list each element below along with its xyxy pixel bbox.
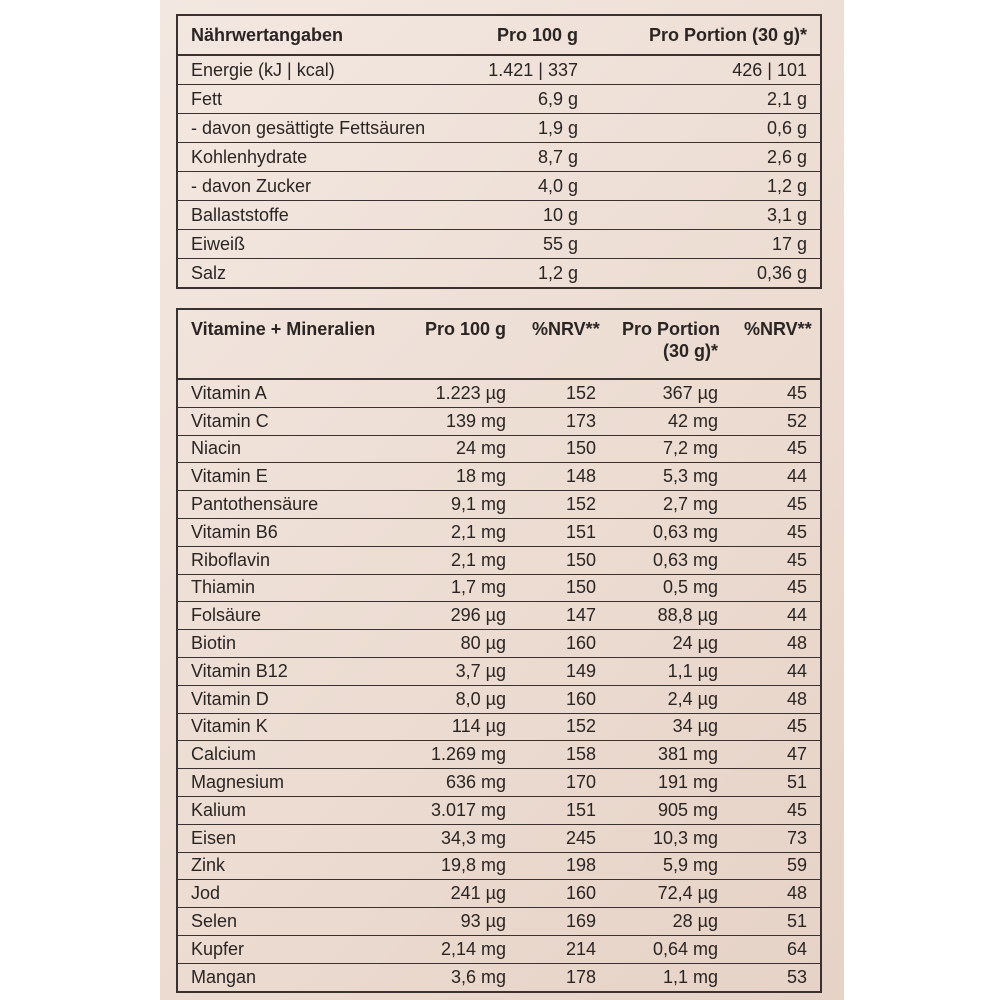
value-per-portion: 2,7 mg bbox=[609, 491, 731, 519]
nrv-per-100g: 198 bbox=[519, 852, 609, 880]
nrv-per-100g: 173 bbox=[519, 407, 609, 435]
table-row bbox=[177, 880, 821, 908]
table-row bbox=[177, 85, 821, 114]
table-row bbox=[177, 685, 821, 713]
nrv-per-portion: 73 bbox=[731, 824, 821, 852]
value-per-portion: 34 µg bbox=[609, 713, 731, 741]
vitamins-header-portion-line1: Pro Portion bbox=[622, 319, 720, 339]
value-per-100g: 18 mg bbox=[405, 463, 519, 491]
nrv-per-portion: 51 bbox=[731, 769, 821, 797]
nrv-per-100g: 170 bbox=[519, 769, 609, 797]
nrv-per-portion: 44 bbox=[731, 657, 821, 685]
table-row bbox=[177, 908, 821, 936]
table-row bbox=[177, 201, 821, 230]
value-per-100g: 139 mg bbox=[405, 407, 519, 435]
nutrient-name: Niacin bbox=[177, 435, 405, 463]
table-row bbox=[177, 172, 821, 201]
nrv-per-portion: 48 bbox=[731, 880, 821, 908]
nrv-per-portion: 53 bbox=[786, 966, 807, 987]
value-per-portion: 1,1 mg bbox=[662, 966, 718, 987]
value-per-100g: 8,7 g bbox=[469, 143, 591, 172]
table-row bbox=[177, 657, 821, 685]
nrv-per-100g: 151 bbox=[519, 796, 609, 824]
value-per-portion: 367 µg bbox=[609, 379, 731, 407]
nrv-per-portion: 48 bbox=[731, 685, 821, 713]
table-row bbox=[177, 769, 821, 797]
value-per-portion: 1,1 µg bbox=[609, 657, 731, 685]
table-row bbox=[177, 574, 821, 602]
nutrition-header-per100: Pro 100 g bbox=[469, 15, 591, 55]
value-per-portion: 28 µg bbox=[609, 908, 731, 936]
value-per-100g: 6,9 g bbox=[469, 85, 591, 114]
value-per-portion: 5,9 mg bbox=[609, 852, 731, 880]
value-per-portion: 10,3 mg bbox=[609, 824, 731, 852]
value-per-portion: 5,3 mg bbox=[609, 463, 731, 491]
vitamins-header-row bbox=[177, 309, 821, 379]
value-per-portion: 1,2 g bbox=[591, 172, 821, 201]
table-row bbox=[177, 114, 821, 143]
value-per-100g: 2,1 mg bbox=[405, 518, 519, 546]
value-per-100g: 241 µg bbox=[405, 880, 519, 908]
value-per-100g: 1,2 g bbox=[537, 262, 578, 283]
nrv-per-100g: 148 bbox=[519, 463, 609, 491]
nutrition-header-portion: Pro Portion (30 g)* bbox=[591, 15, 821, 55]
vitamins-header-nrv100: %NRV** bbox=[519, 309, 609, 379]
table-row bbox=[177, 230, 821, 259]
nutrient-name: Jod bbox=[177, 880, 405, 908]
nutrient-name: Salz bbox=[191, 262, 227, 283]
value-per-100g: 114 µg bbox=[405, 713, 519, 741]
value-per-portion: 191 mg bbox=[609, 769, 731, 797]
nrv-per-portion: 45 bbox=[731, 546, 821, 574]
nutrient-name: Selen bbox=[177, 908, 405, 936]
value-per-100g: 2,14 mg bbox=[405, 935, 519, 963]
nutrition-header-label: Nährwertangaben bbox=[177, 15, 469, 55]
nrv-per-portion: 44 bbox=[731, 463, 821, 491]
table-row bbox=[177, 741, 821, 769]
value-per-100g: 1,9 g bbox=[469, 114, 591, 143]
nutrient-name: Pantothensäure bbox=[177, 491, 405, 519]
value-per-portion: 3,1 g bbox=[591, 201, 821, 230]
nutrient-name: Vitamin K bbox=[177, 713, 405, 741]
table-row bbox=[177, 935, 821, 963]
table-row bbox=[177, 259, 821, 289]
nutrient-name: Magnesium bbox=[177, 769, 405, 797]
value-per-100g: 636 mg bbox=[405, 769, 519, 797]
table-row bbox=[177, 143, 821, 172]
nutrient-name: Eisen bbox=[177, 824, 405, 852]
nrv-per-100g: 150 bbox=[519, 435, 609, 463]
nutrient-name: Mangan bbox=[191, 966, 257, 987]
nutrient-name: Folsäure bbox=[177, 602, 405, 630]
value-per-100g: 93 µg bbox=[405, 908, 519, 936]
nutrient-name: Energie (kJ | kcal) bbox=[177, 55, 469, 85]
value-per-portion: 2,6 g bbox=[591, 143, 821, 172]
nrv-per-100g: 178 bbox=[565, 966, 596, 987]
nrv-per-100g: 245 bbox=[519, 824, 609, 852]
table-row bbox=[177, 630, 821, 658]
value-per-100g: 1,7 mg bbox=[405, 574, 519, 602]
value-per-portion: 381 mg bbox=[609, 741, 731, 769]
value-per-100g: 3,7 µg bbox=[405, 657, 519, 685]
nrv-per-100g: 158 bbox=[519, 741, 609, 769]
nrv-per-portion: 45 bbox=[731, 491, 821, 519]
nutrient-name: Kohlenhydrate bbox=[177, 143, 469, 172]
nrv-per-100g: 147 bbox=[519, 602, 609, 630]
nrv-per-100g: 149 bbox=[519, 657, 609, 685]
value-per-100g: 296 µg bbox=[405, 602, 519, 630]
nrv-per-100g: 150 bbox=[519, 574, 609, 602]
nutrient-name: Zink bbox=[177, 852, 405, 880]
vitamins-header-portion-line2: (30 g)* bbox=[662, 341, 718, 361]
nrv-per-portion: 47 bbox=[731, 741, 821, 769]
nrv-per-100g: 152 bbox=[519, 379, 609, 407]
table-row bbox=[177, 463, 821, 491]
table-row bbox=[177, 518, 821, 546]
nrv-per-portion: 44 bbox=[731, 602, 821, 630]
nutrient-name: Vitamin E bbox=[177, 463, 405, 491]
nrv-per-100g: 160 bbox=[519, 630, 609, 658]
nrv-per-portion: 59 bbox=[731, 852, 821, 880]
nrv-per-100g: 160 bbox=[519, 685, 609, 713]
table-row bbox=[177, 546, 821, 574]
nrv-per-portion: 48 bbox=[731, 630, 821, 658]
nrv-per-portion: 45 bbox=[731, 796, 821, 824]
nrv-per-portion: 45 bbox=[731, 518, 821, 546]
value-per-100g: 10 g bbox=[469, 201, 591, 230]
value-per-100g: 4,0 g bbox=[469, 172, 591, 201]
value-per-portion: 2,1 g bbox=[591, 85, 821, 114]
value-per-portion: 42 mg bbox=[609, 407, 731, 435]
table-row bbox=[177, 435, 821, 463]
value-per-portion: 0,36 g bbox=[756, 262, 807, 283]
nutrient-name: Vitamin B12 bbox=[177, 657, 405, 685]
nrv-per-100g: 169 bbox=[519, 908, 609, 936]
value-per-100g: 9,1 mg bbox=[405, 491, 519, 519]
value-per-100g: 3,6 mg bbox=[450, 966, 506, 987]
nrv-per-portion: 64 bbox=[731, 935, 821, 963]
nrv-per-portion: 45 bbox=[731, 574, 821, 602]
table-row bbox=[177, 379, 821, 407]
value-per-100g: 55 g bbox=[469, 230, 591, 259]
value-per-100g: 3.017 mg bbox=[405, 796, 519, 824]
table-row bbox=[177, 796, 821, 824]
nutrient-name: Calcium bbox=[177, 741, 405, 769]
value-per-100g: 24 mg bbox=[405, 435, 519, 463]
value-per-100g: 1.421 | 337 bbox=[469, 55, 591, 85]
nutrient-name: Riboflavin bbox=[177, 546, 405, 574]
nrv-per-portion: 45 bbox=[731, 713, 821, 741]
nutrient-name: Fett bbox=[177, 85, 469, 114]
vitamins-header-portion bbox=[609, 309, 731, 379]
nrv-per-100g: 214 bbox=[519, 935, 609, 963]
value-per-portion: 2,4 µg bbox=[609, 685, 731, 713]
nutrient-name: Thiamin bbox=[177, 574, 405, 602]
value-per-100g: 80 µg bbox=[405, 630, 519, 658]
value-per-100g: 1.223 µg bbox=[405, 379, 519, 407]
nrv-per-portion: 45 bbox=[731, 435, 821, 463]
nrv-per-100g: 152 bbox=[519, 491, 609, 519]
vitamins-header-label: Vitamine + Mineralien bbox=[177, 309, 405, 379]
value-per-portion: 0,6 g bbox=[591, 114, 821, 143]
value-per-100g: 19,8 mg bbox=[405, 852, 519, 880]
value-per-portion: 88,8 µg bbox=[609, 602, 731, 630]
table-row bbox=[177, 491, 821, 519]
nutrient-name: Ballaststoffe bbox=[177, 201, 469, 230]
value-per-portion: 72,4 µg bbox=[609, 880, 731, 908]
nutrient-name: Biotin bbox=[177, 630, 405, 658]
value-per-portion: 426 | 101 bbox=[591, 55, 821, 85]
value-per-portion: 905 mg bbox=[609, 796, 731, 824]
nrv-per-portion: 45 bbox=[731, 379, 821, 407]
nrv-per-100g: 151 bbox=[519, 518, 609, 546]
nutrient-name: Eiweiß bbox=[177, 230, 469, 259]
nutrient-name: Vitamin B6 bbox=[177, 518, 405, 546]
value-per-portion: 0,63 mg bbox=[609, 546, 731, 574]
nutrient-name: Vitamin D bbox=[177, 685, 405, 713]
value-per-100g: 8,0 µg bbox=[405, 685, 519, 713]
value-per-portion: 0,5 mg bbox=[609, 574, 731, 602]
value-per-portion: 17 g bbox=[591, 230, 821, 259]
nrv-per-portion: 52 bbox=[731, 407, 821, 435]
value-per-100g: 2,1 mg bbox=[405, 546, 519, 574]
vitamins-header-nrv-portion: %NRV** bbox=[731, 309, 821, 379]
table-row bbox=[177, 963, 821, 991]
value-per-100g: 34,3 mg bbox=[405, 824, 519, 852]
vitamins-table bbox=[176, 308, 822, 993]
nrv-per-100g: 160 bbox=[519, 880, 609, 908]
value-per-portion: 24 µg bbox=[609, 630, 731, 658]
vitamins-header-per100: Pro 100 g bbox=[405, 309, 519, 379]
value-per-portion: 0,63 mg bbox=[609, 518, 731, 546]
nutrient-name: Kupfer bbox=[177, 935, 405, 963]
nrv-per-100g: 150 bbox=[519, 546, 609, 574]
table-row bbox=[177, 407, 821, 435]
nutrition-header-row bbox=[177, 15, 821, 55]
table-row bbox=[177, 824, 821, 852]
nutrient-name: Vitamin C bbox=[177, 407, 405, 435]
value-per-portion: 7,2 mg bbox=[609, 435, 731, 463]
value-per-100g: 1.269 mg bbox=[405, 741, 519, 769]
nutrient-name: - davon gesättigte Fettsäuren bbox=[177, 114, 469, 143]
nrv-per-100g: 152 bbox=[519, 713, 609, 741]
table-row bbox=[177, 602, 821, 630]
table-row bbox=[177, 713, 821, 741]
nutrition-table bbox=[176, 14, 822, 289]
value-per-portion: 0,64 mg bbox=[609, 935, 731, 963]
nutrient-name: Vitamin A bbox=[177, 379, 405, 407]
nutrient-name: Kalium bbox=[177, 796, 405, 824]
table-row bbox=[177, 852, 821, 880]
nutrient-name: - davon Zucker bbox=[177, 172, 469, 201]
table-row bbox=[177, 55, 821, 85]
nrv-per-portion: 51 bbox=[731, 908, 821, 936]
